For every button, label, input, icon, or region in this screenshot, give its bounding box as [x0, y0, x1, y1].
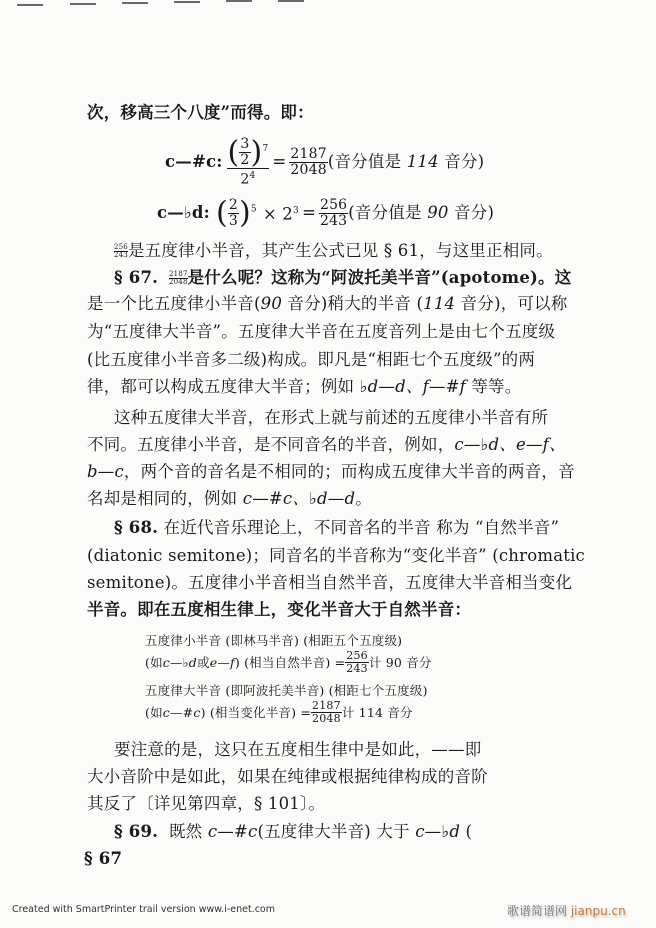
text-line: 大小音阶中是如此，如果在纯律或根据纯律构成的音阶: [87, 767, 488, 786]
section-67-line: § 67. $\frac{2187}{2048}$是什么呢？这称为“阿波托美半音”(apotome)。这: [114, 268, 572, 287]
result-fraction: $\frac{256}{243}$: [319, 196, 348, 229]
equals-sign: =: [272, 152, 287, 171]
comparison-row-2-value: (如 c—#c ) (相当变化半音) = $\frac{2187}{2048}$ 计 114 音分: [145, 699, 413, 725]
equals-sign: =: [301, 203, 316, 222]
section-number: § 68.: [114, 518, 159, 537]
text-line: 律，都可以构成五度律大半音；例如 ♭d—d、f—#f 等等。: [87, 377, 522, 396]
scan-artifact-bar: [278, 0, 304, 2]
text-line: b—c，两个音的音名是不相同的；而构成五度律大半音的两音，音: [87, 462, 575, 481]
section-number: § 67.: [114, 268, 159, 287]
scan-artifact-bar: [70, 3, 96, 5]
text-line: 不同。五度律小半音，是不同音名的半音，例如，c—♭d、e—f、: [87, 435, 566, 454]
text-line: 是一个比五度律小半音(90 音分)稍大的半音 (114 音分)，可以称: [87, 294, 568, 313]
section-number: § 69.: [114, 822, 159, 841]
text-line: 其反了〔详见第四章，§ 101〕。: [87, 794, 326, 813]
formula-c-sharp-c: [165, 132, 484, 192]
scan-artifact-bar: [226, 0, 252, 2]
text-line: 次，移高三个八度”而得。即：: [87, 103, 314, 122]
section-69-line: § 69. 既然 c—#c(五度律大半音) 大于 c—♭d (: [114, 822, 473, 841]
scan-artifact-bar: [122, 2, 148, 4]
scan-artifact-bar: [17, 4, 43, 6]
formula-label: c—#c:: [165, 152, 223, 171]
comparison-row-1-title: 五度律小半音 (即林马半音) (相距五个五度级): [145, 633, 403, 648]
compound-fraction: ( $\frac{3}{2}$ )$^7$ $2^4$: [227, 134, 269, 188]
printer-credit: Created with SmartPrinter trail version www.i-enet.com: [12, 904, 275, 915]
section-68-line: § 68. 在近代音乐理论上，不同音名的半音 称为 “自然半音”: [114, 518, 560, 537]
page-reference: § 67: [84, 849, 123, 868]
text-line: 为“五度律大半音”。五度律大半音在五度音列上是由七个五度级: [87, 322, 556, 341]
result-fraction: $\frac{2187}{2048}$: [290, 145, 327, 178]
text-line: 要注意的是，这只在五度相生律中是如此，——即: [114, 740, 482, 759]
comparison-row-1-value: (如 c—♭d 或 e—f ) (相当自然半音) = $\frac{256}{243}$ 计 90 音分: [145, 649, 432, 675]
text-line: 名却是相同的，例如 c—#c、♭d—d。: [87, 489, 372, 508]
scan-artifact-bar: [174, 1, 200, 3]
text-line: (diatonic semitone)；同音名的半音称为“变化半音” (chromatic: [87, 546, 585, 565]
site-watermark: 歌谱简谱网 jianpu.cn: [507, 904, 626, 918]
text-line: (比五度律小半音多二级)构成。即凡是“相距七个五度级”的两: [87, 350, 536, 369]
cents-note: (音分值是 90 音分): [348, 203, 495, 222]
comparison-row-2-title: 五度律大半音 (即阿波托美半音) (相距七个五度级): [145, 683, 428, 698]
text-line: semitone)。五度律小半音相当自然半音，五度律大半音相当变化: [87, 573, 573, 592]
cents-note: (音分值是 114 音分): [327, 152, 485, 171]
text-line: 半音。即在五度相生律上，变化半音大于自然半音：: [87, 600, 472, 619]
formula-label: c—♭d:: [157, 203, 210, 222]
text-line: 这种五度律大半音，在形式上就与前述的五度律小半音有所: [114, 408, 549, 427]
formula-c-flat-d: c—♭d: ( $\frac{2}{3}$ )$^5$ × $2^3$ = $\frac{256}{243}$ (音分值是 90 音分): [157, 195, 495, 230]
text-line: $\frac{256}{243}$是五度律小半音，其产生公式已见 § 61，与这里正相同。: [114, 241, 553, 260]
